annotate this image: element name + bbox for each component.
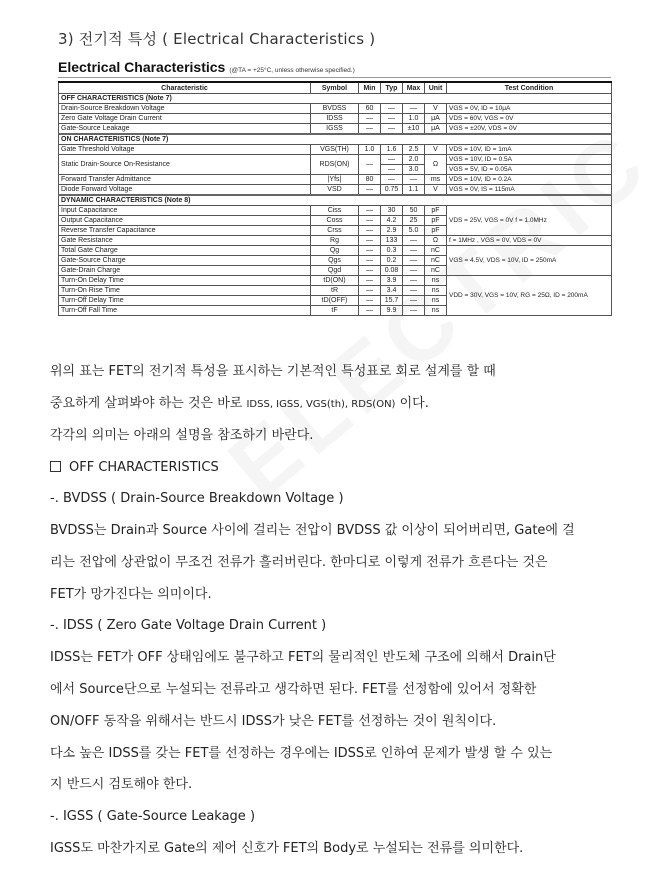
header-max: Max [403,82,425,94]
idss-heading: -. IDSS ( Zero Gate Voltage Drain Current ) [50,618,327,633]
group-row-dynamic: DYNAMIC CHARACTERISTICS (Note 8) [59,195,612,206]
table-row: Output Capacitance Coss — 4.2 25 pF [59,216,612,226]
paragraph-line: ON/OFF 동작을 위해서는 반드시 IDSS가 낮은 FET를 선정하는 것이 원칙이다. [50,714,497,729]
table-row: Turn-On Rise Time tR — 3.4 — ns [59,286,612,296]
group-row-off: OFF CHARACTERISTICS (Note 7) [59,94,612,104]
table-row: Gate-Source Leakage IGSS — — ±10 μA VGS = ±20V, VDS = 0V [59,124,612,135]
table-title: Electrical Characteristics (@TA = +25°C, unless otherwise specified.) [58,58,611,78]
checkbox-square-icon [50,461,61,472]
paragraph-line: 지 반드시 검토해야 한다. [50,777,193,792]
paragraph-line: 에서 Source단으로 누설되는 전류라고 생각하면 된다. FET를 선정함에 있어서 정확한 [50,682,537,697]
paragraph-line: 리는 전압에 상관없이 무조건 전류가 흘러버린다. 한마디로 이렇게 전류가 흐른다는 것은 [50,555,548,570]
group-row-on: ON CHARACTERISTICS (Note 7) [59,134,612,145]
table-row: Zero Gate Voltage Drain Current IDSS — — 1.0 μA VDS = 60V, VGS = 0V [59,114,612,124]
table-row: Turn-On Delay Time tD(ON) — 3.9 — ns VDD = 30V, VGS = 10V, RG = 25Ω, ID = 200mA [59,276,612,286]
table-row: Gate Resistance Rg — 133 — Ω f = 1MHz , VGS = 0V, VDS = 0V [59,236,612,246]
table-row: Turn-Off Fall Time tF — 9.9 — ns [59,306,612,316]
paragraph-line: 각각의 의미는 아래의 설명을 참조하기 바란다. [50,428,314,443]
table-row: Drain-Source Breakdown Voltage BVDSS 60 — — V VGS = 0V, ID = 10μA [59,104,612,114]
table-condition-note: (@TA = +25°C, unless otherwise specified.) [229,67,355,74]
paragraph-line: FET가 망가진다는 의미이다. [50,587,212,602]
header-typ: Typ [381,82,403,94]
header-test-condition: Test Condition [447,82,612,94]
header-unit: Unit [425,82,447,94]
igss-heading: -. IGSS ( Gate-Source Leakage ) [50,809,256,824]
bvdss-heading: -. BVDSS ( Drain-Source Breakdown Voltage ) [50,491,344,506]
off-characteristics-heading: OFF CHARACTERISTICS [50,460,610,476]
table-row: Forward Transfer Admittance |Yfs| 80 — — ms VDS = 10V, ID = 0.2A [59,175,612,185]
header-characteristic: Characteristic [59,82,311,94]
paragraph-line: IDSS는 FET가 OFF 상태임에도 불구하고 FET의 물리적인 반도체 구조에 의해서 Drain단 [50,650,556,665]
table-row: Total Gate Charge Qg — 0.3 — nC VGS = 4.5V, VDS = 10V, ID = 250mA [59,246,612,256]
table-row: Gate-Source Charge Qgs — 0.2 — nC [59,256,612,266]
header-symbol: Symbol [311,82,359,94]
table-header-row [59,82,612,94]
paragraph-line: 중요하게 살펴봐야 하는 것은 바로 IDSS, IGSS, VGS(th), RDS(ON) 이다. [50,396,429,411]
header-min: Min [359,82,381,94]
electrical-characteristics-table [58,81,612,316]
paragraph-line: BVDSS는 Drain과 Source 사이에 걸리는 전압이 BVDSS 값 이상이 되어버리면, Gate에 걸 [50,523,575,538]
table-row: — 3.0 VGS = 5V, ID = 0.05A [59,165,612,175]
electrical-characteristics-table-block [58,58,611,316]
key-parameters: IDSS, IGSS, VGS(th), RDS(ON) [246,399,396,410]
paragraph-line: 다소 높은 IDSS를 갖는 FET를 선정하는 경우에는 IDSS로 인하여 문제가 발생 할 수 있는 [50,746,553,761]
table-row: Gate Threshold Voltage VGS(TH) 1.0 1.6 2.5 V VDS = 10V, ID = 1mA [59,145,612,155]
table-row: Reverse Transfer Capacitance Crss — 2.9 5.0 pF [59,226,612,236]
paragraph-line: 위의 표는 FET의 전기적 특성을 표시하는 기본적인 특성표로 회로 설계를 할 때 [50,364,496,379]
table-row: Gate-Drain Charge Qgd — 0.08 — nC [59,266,612,276]
table-row: Diode Forward Voltage VSD — 0.75 1.1 V VGS = 0V, IS = 115mA [59,185,612,196]
section-title: 3) 전기적 특성 ( Electrical Characteristics ) [58,30,376,48]
table-row: Static Drain-Source On-Resistance RDS(ON) — — 2.0 Ω VGS = 10V, ID = 0.5A [59,155,612,165]
table-row: Turn-Off Delay Time tD(OFF) — 15.7 — ns [59,296,612,306]
paragraph-line: IGSS도 마찬가지로 Gate의 제어 신호가 FET의 Body로 누설되는 전류를 의미한다. [50,841,524,856]
table-row: Input Capacitance Ciss — 30 50 pF VDS = 25V, VGS = 0V f = 1.0MHz [59,206,612,216]
